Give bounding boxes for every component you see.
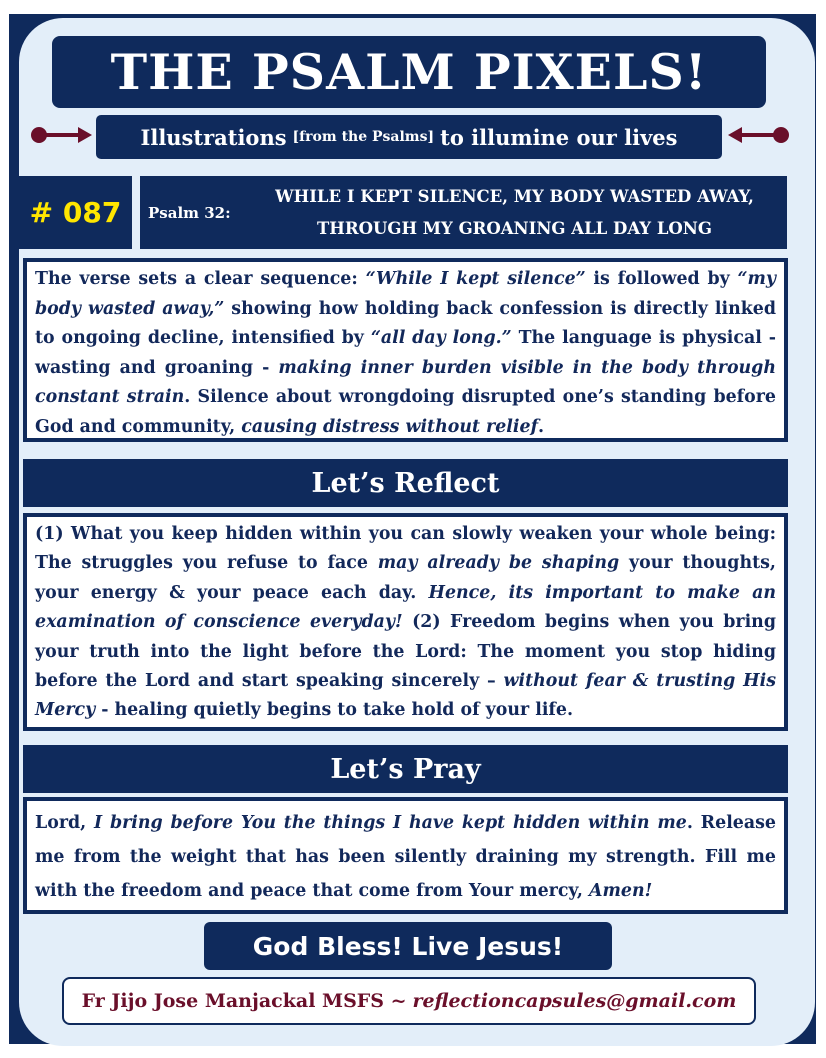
arrow-left-icon	[726, 125, 790, 145]
text-run: .	[538, 416, 545, 437]
author-email: reflectioncapsules@gmail.com	[412, 990, 737, 1012]
text-run: Lord,	[35, 813, 95, 833]
arrow-right-icon	[30, 125, 94, 145]
italic-run: I bring before You the things I have kept hidden within me	[94, 813, 687, 833]
text-run: your thoughts, your energy & your peace each day.	[35, 553, 776, 603]
subtitle-main: Illustrations	[140, 124, 287, 150]
text-run: (1) What you keep hidden within you can slowly weaken your whole being: The struggles you refuse to face	[35, 524, 776, 574]
reflect-box	[23, 513, 788, 731]
text-run: showing how holding back confession is directly linked to ongoing decline, intensified by	[35, 298, 776, 349]
psalm-reference: Psalm 32:	[148, 203, 231, 222]
prayer-box	[23, 797, 788, 914]
quote-run: “all day long.”	[370, 328, 512, 349]
subtitle-end: to illumine our lives	[440, 124, 678, 150]
verse-line-1: WHILE I KEPT SILENCE, MY BODY WASTED AWAY,	[275, 186, 754, 206]
quote-run: “While I kept silence”	[365, 269, 586, 289]
text-run: The language is physical - wasting and groaning -	[35, 328, 776, 378]
italic-run: Hence, its important to make an examination of conscience everyday!	[35, 582, 776, 633]
reflect-text	[27, 517, 784, 727]
psalm-verse-box	[140, 176, 787, 249]
psalm-verse	[248, 181, 787, 245]
subtitle-bracket: [from the Psalms]	[292, 129, 435, 145]
text-run: . Silence about wrongdoing disrupted one’s standing before God and community,	[35, 387, 776, 437]
commentary-box	[23, 258, 788, 442]
pray-heading: Let’s Pray	[23, 745, 788, 793]
reflect-heading: Let’s Reflect	[23, 459, 788, 507]
text-run: (2) Freedom begins when you bring your truth into the light before the Lord: The moment you stop hiding before the Lord and start speaking sincerely –	[35, 612, 776, 692]
italic-run: making inner burden visible in the body through constant strain	[35, 357, 776, 408]
italic-run: causing distress without relief	[241, 416, 539, 437]
verse-line-2: THROUGH MY GROANING ALL DAY LONG	[317, 218, 712, 238]
text-run: is followed by	[585, 269, 738, 289]
author-credit	[62, 977, 756, 1025]
entry-number: # 087	[19, 176, 132, 249]
page-title: THE PSALM PIXELS!	[52, 36, 766, 108]
quote-run: “my body wasted away,”	[35, 269, 776, 319]
italic-run: without fear & trusting His Mercy	[35, 671, 776, 721]
commentary-text	[27, 262, 784, 438]
prayer-text	[27, 801, 784, 910]
text-run: The verse sets a clear sequence:	[35, 269, 366, 289]
subtitle	[96, 115, 722, 159]
blessing-banner: God Bless! Live Jesus!	[204, 922, 612, 970]
author-name: Fr Jijo Jose Manjackal MSFS ~	[81, 990, 407, 1012]
text-run: . Release me from the weight that has been silently draining my strength. Fill me with the freedom and peace that come from Your mercy,	[35, 813, 776, 901]
italic-run: Amen!	[589, 881, 653, 901]
text-run: - healing quietly begins to take hold of your life.	[95, 700, 574, 721]
italic-run: may already be shaping	[377, 553, 620, 574]
